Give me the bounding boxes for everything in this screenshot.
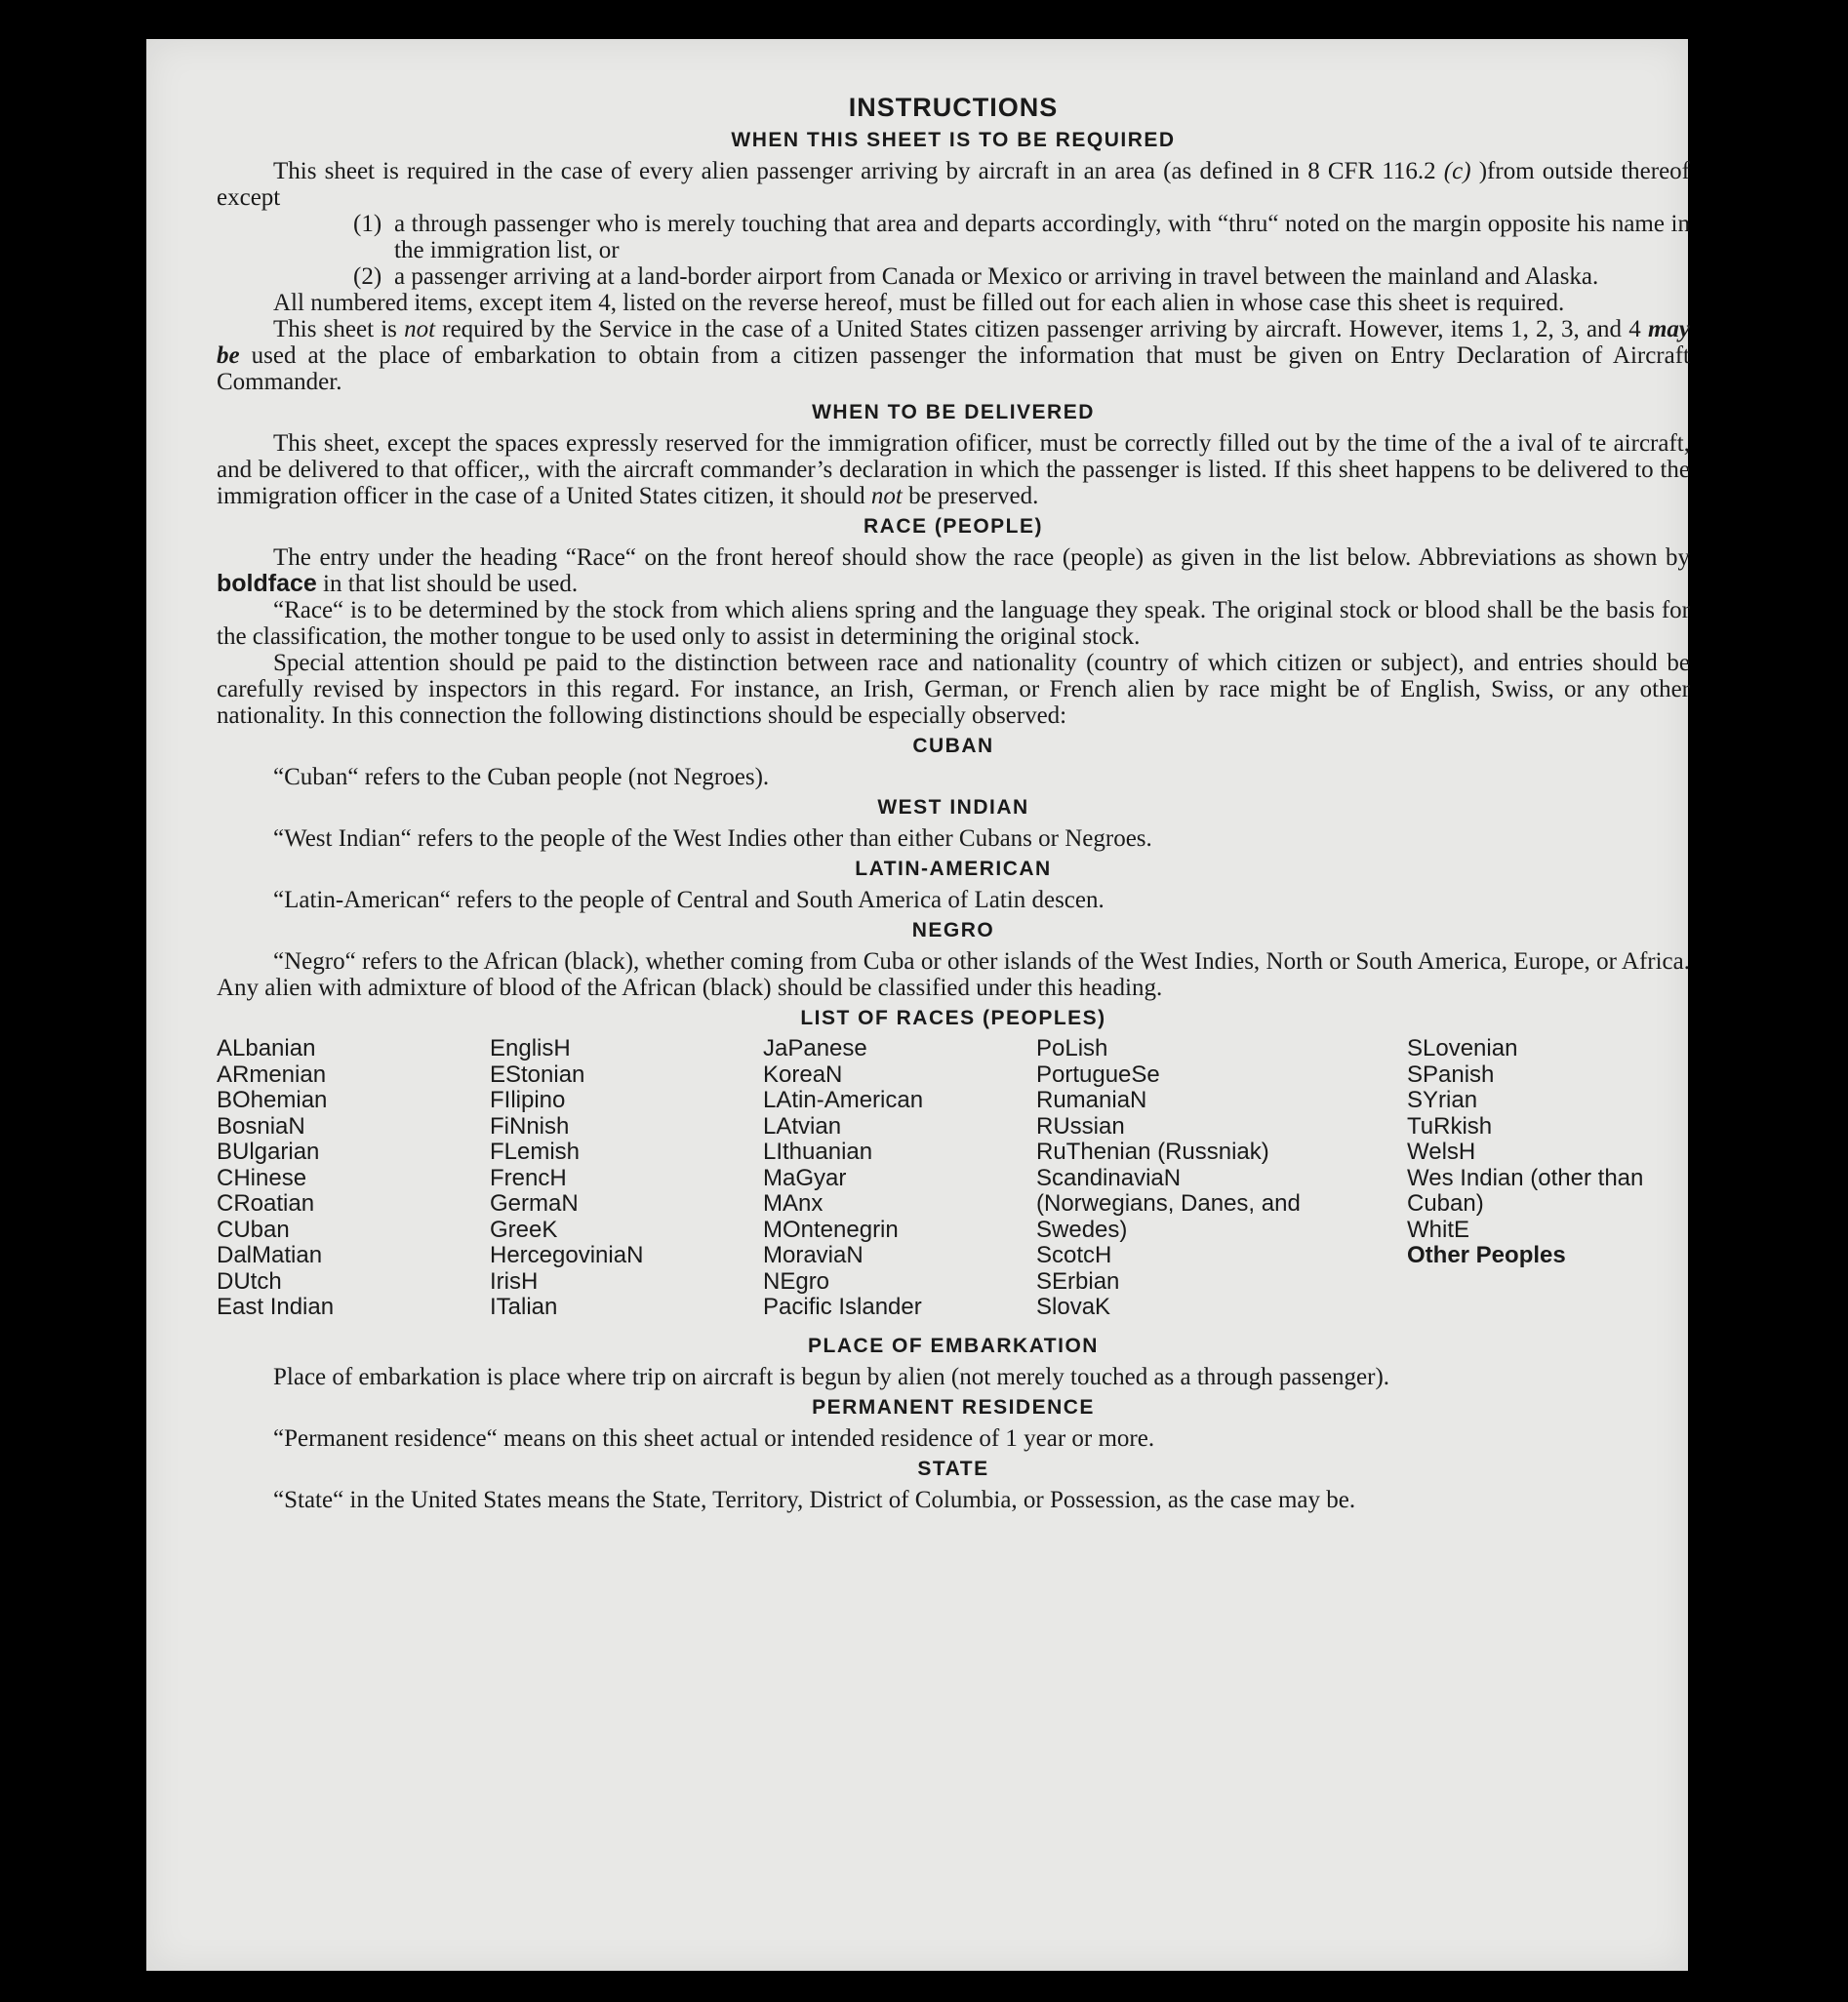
heading-west-indian: WEST INDIAN xyxy=(877,796,1029,819)
race-item: East Indian xyxy=(217,1294,335,1320)
race-item: WelsH xyxy=(1407,1139,1476,1165)
race-item: CRoatian xyxy=(217,1190,315,1217)
race-item: LAtvian xyxy=(763,1112,842,1140)
race-item: MoraviaN xyxy=(763,1242,864,1268)
race-item: IrisH xyxy=(490,1267,539,1295)
race-item: BOhemian xyxy=(217,1087,328,1113)
race-item: SErbian xyxy=(1036,1267,1120,1295)
race-item: Wes Indian (other than Cuban) xyxy=(1407,1164,1644,1217)
para-race-stock: “Race“ is to be determined by the stock from which aliens spring and the language they speak. The original stock or blood shall be the basis for the classification, the mother tongue to be used only to assist in determining the original stock. xyxy=(217,597,1690,650)
para-race-nationality: Special attention should pe paid to the distinction between race and nationality (country of which citizen or subject), and entries should be carefully revised by inspectors in this regard. For instance, an Irish, German, or French alien by race might be of English, Swiss, or any other nationality. In this connection the following distinctions should be especially observed: xyxy=(217,650,1690,729)
race-item: FLemish xyxy=(490,1139,581,1165)
para-place-of-embarkation: Place of embarkation is place where trip on aircraft is begun by alien (not merely touched as a through passenger). xyxy=(273,1363,1390,1390)
race-item: BosniaN xyxy=(217,1112,305,1140)
race-item: LIthuanian xyxy=(763,1139,873,1165)
para-citizen-passenger: This sheet is not required by the Service in the case of a United States citizen passenger arriving by aircraft. However, items 1, 2, 3, and 4 may be used at the place of embarkation to obtain from a citizen passenger the information that must be given on Entry Declaration of Aircraft Commander. xyxy=(217,316,1690,395)
race-item: NEgro xyxy=(763,1267,830,1295)
race-item: GreeK xyxy=(490,1216,558,1243)
race-item: LAtin-American xyxy=(763,1087,924,1113)
exception-item-2: (2) a passenger arriving at a land-border airport from Canada or Mexico or arriving in travel between the mainland and Alaska. xyxy=(353,263,1599,290)
para-required-intro: This sheet is required in the case of every alien passenger arriving by aircraft in an area (as defined in 8 CFR 116.2 (c) )from outside thereof except xyxy=(217,158,1690,211)
race-item: KoreaN xyxy=(763,1061,843,1088)
heading-state: STATE xyxy=(917,1457,989,1480)
heading-when-required: WHEN THIS SHEET IS TO BE REQUIRED xyxy=(731,129,1176,151)
race-item: GermaN xyxy=(490,1190,579,1217)
race-item: CHinese xyxy=(217,1164,307,1191)
race-item: RumaniaN xyxy=(1036,1087,1147,1113)
heading-cuban: CUBAN xyxy=(912,735,994,757)
race-item: MOntenegrin xyxy=(763,1216,899,1243)
race-item: ALbanian xyxy=(217,1035,316,1061)
race-item: ITalian xyxy=(490,1294,558,1320)
instructions-content xyxy=(217,93,1690,1513)
race-item: SPanish xyxy=(1407,1061,1495,1088)
heading-place-of-embarkation: PLACE OF EMBARKATION xyxy=(808,1334,1099,1357)
race-item: FrencH xyxy=(490,1164,567,1191)
para-west-indian: “West Indian“ refers to the people of the West Indies other than either Cubans or Negroes. xyxy=(273,825,1152,852)
heading-negro: NEGRO xyxy=(911,919,995,941)
document-sheet xyxy=(146,39,1688,1971)
race-item: SYrian xyxy=(1407,1087,1478,1113)
race-item: DUtch xyxy=(217,1267,282,1295)
race-item: Pacific Islander xyxy=(763,1294,922,1320)
race-item: MaGyar xyxy=(763,1164,847,1191)
race-item: FiNnish xyxy=(490,1112,570,1140)
para-race-entry: The entry under the heading “Race“ on the front hereof should show the race (people) as given in the list below. Abbreviations as shown by boldface in that list should be used. xyxy=(217,544,1690,597)
race-item: EnglisH xyxy=(490,1035,571,1061)
race-item: ScotcH xyxy=(1036,1242,1112,1268)
race-item: TuRkish xyxy=(1407,1112,1493,1140)
race-item: RUssian xyxy=(1036,1112,1125,1140)
para-numbered-items: All numbered items, except item 4, listed on the reverse hereof, must be filled out for each alien in whose case this sheet is required. xyxy=(273,290,1565,316)
race-item: BUlgarian xyxy=(217,1139,320,1165)
heading-when-delivered: WHEN TO BE DELIVERED xyxy=(812,401,1095,423)
para-latin-american: “Latin-American“ refers to the people of Central and South America of Latin descen. xyxy=(273,887,1105,913)
race-item: FIlipino xyxy=(490,1087,566,1113)
race-item: RuThenian (Russniak) xyxy=(1036,1139,1269,1165)
race-item: ScandinaviaN (Norwegians, Danes, and Swedes) xyxy=(1036,1164,1301,1243)
races-column-2 xyxy=(490,1036,763,1321)
race-item: HercegoviniaN xyxy=(490,1242,644,1268)
race-item: CUban xyxy=(217,1216,290,1243)
race-item: PoLish xyxy=(1036,1035,1108,1061)
heading-latin-american: LATIN-AMERICAN xyxy=(855,858,1052,880)
para-permanent-residence: “Permanent residence“ means on this sheet actual or intended residence of 1 year or more. xyxy=(273,1424,1155,1452)
races-column-4 xyxy=(1036,1036,1407,1321)
page-title: INSTRUCTIONS xyxy=(848,93,1059,122)
races-column-1 xyxy=(217,1036,490,1321)
heading-race: RACE (PEOPLE) xyxy=(863,515,1043,538)
race-item: DalMatian xyxy=(217,1242,323,1268)
races-column-5 xyxy=(1407,1036,1690,1321)
race-item: PortugueSe xyxy=(1036,1061,1160,1088)
race-item: SlovaK xyxy=(1036,1294,1111,1320)
race-item: JaPanese xyxy=(763,1035,867,1061)
para-delivery: This sheet, except the spaces expressly reserved for the immigration ofificer, must be correctly filled out by the time of the a ival of te aircraft, and be delivered to that officer,, with the aircraft commander’s declaration in which the passenger is listed. If this sheet happens to be delivered to the immigration officer in the case of a United States citizen, it should not be preserved. xyxy=(217,430,1690,509)
para-negro: “Negro“ refers to the African (black), whether coming from Cuba or other islands of the West Indies, North or South America, Europe, or Africa. Any alien with admixture of blood of the African (black) should be classified under this heading. xyxy=(217,948,1690,1001)
races-column-3 xyxy=(763,1036,1036,1321)
race-item: Other Peoples xyxy=(1407,1242,1566,1268)
exception-item-1: (1) a through passenger who is merely touching that area and departs accordingly, with “thru“ noted on the margin opposite his name in the immigration list, or xyxy=(353,211,1690,263)
race-item: SLovenian xyxy=(1407,1035,1518,1061)
para-state: “State“ in the United States means the State, Territory, District of Columbia, or Possession, as the case may be. xyxy=(273,1486,1356,1513)
para-cuban: “Cuban“ refers to the Cuban people (not Negroes). xyxy=(273,764,770,790)
heading-list-of-races: LIST OF RACES (PEOPLES) xyxy=(800,1007,1106,1029)
races-list xyxy=(217,1036,1690,1321)
race-item: ARmenian xyxy=(217,1061,327,1088)
race-item: EStonian xyxy=(490,1061,585,1088)
heading-permanent-residence: PERMANENT RESIDENCE xyxy=(812,1395,1095,1419)
race-item: MAnx xyxy=(763,1190,824,1217)
race-item: WhitE xyxy=(1407,1216,1470,1243)
